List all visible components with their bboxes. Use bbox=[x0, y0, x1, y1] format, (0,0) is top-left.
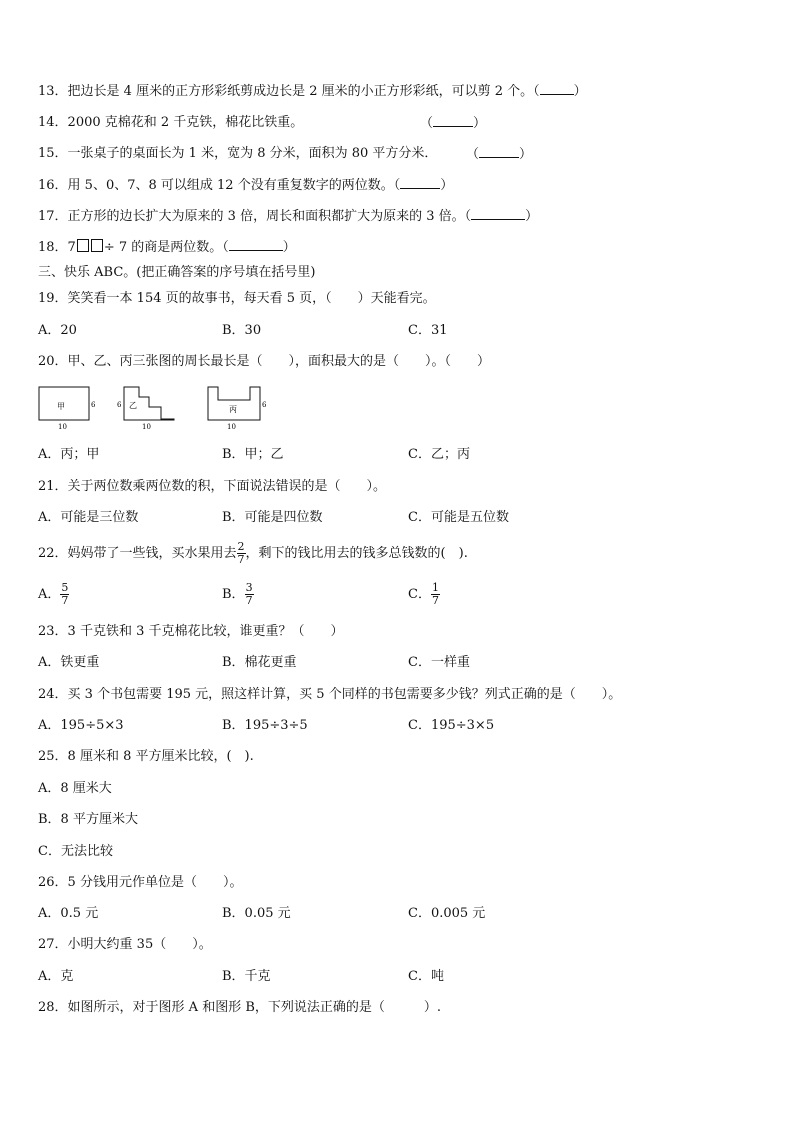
question-27-text: 27．小明大约重 35（ ）。 bbox=[38, 937, 212, 952]
option-27-b[interactable]: B．千克 bbox=[222, 969, 271, 984]
close-paren: ） bbox=[440, 178, 454, 193]
option-23-a[interactable]: A．铁更重 bbox=[38, 655, 100, 670]
question-22-suffix: ，剩下的钱比用去的钱多总钱数的( ). bbox=[245, 546, 468, 561]
fraction-two-sevenths: $\frac{2}{7}$ bbox=[237, 540, 245, 566]
figure-yi-side: 6 bbox=[117, 401, 122, 409]
question-22-text: 22．妈妈带了一些钱，买水果用去 bbox=[38, 546, 237, 561]
question-14-text: 14．2000 克棉花和 2 千克铁，棉花比铁重。 bbox=[38, 115, 304, 130]
option-19-c[interactable]: C．31 bbox=[408, 323, 448, 338]
option-25-a[interactable]: A．8 厘米大 bbox=[38, 781, 112, 796]
figure-bing-label: 丙 bbox=[229, 405, 237, 414]
figure-jia-side: 6 bbox=[91, 401, 96, 409]
option-27-a[interactable]: A．克 bbox=[38, 969, 74, 984]
question-16-text: 16．用 5、0、7、8 可以组成 12 个没有重复数字的两位数。（ bbox=[38, 178, 401, 193]
option-20-a[interactable]: A．丙；甲 bbox=[38, 447, 100, 462]
question-13 bbox=[38, 82, 587, 101]
answer-blank-14[interactable] bbox=[433, 114, 473, 127]
option-22-c[interactable]: C． $\frac{1}{7}$ bbox=[408, 581, 439, 607]
option-26-a[interactable]: A．0.5 元 bbox=[38, 906, 99, 921]
figure-yi-label: 乙 bbox=[129, 401, 137, 410]
question-19-text: 19．笑笑看一本 154 页的故事书，每天看 5 页，（ ）天能看完。 bbox=[38, 291, 436, 306]
option-25-b[interactable]: B．8 平方厘米大 bbox=[38, 812, 138, 827]
question-23-text: 23．3 千克铁和 3 千克棉花比较，谁更重？（ ） bbox=[38, 624, 344, 639]
question-15-answer bbox=[466, 145, 532, 164]
option-21-a[interactable]: A．可能是三位数 bbox=[38, 510, 139, 525]
section-3-heading: 三、快乐 ABC。(把正确答案的序号填在括号里) bbox=[38, 265, 316, 280]
close-paren: ） bbox=[525, 209, 539, 224]
option-23-b[interactable]: B．棉花更重 bbox=[222, 655, 297, 670]
option-20-b[interactable]: B．甲；乙 bbox=[222, 447, 284, 462]
close-paren: ） bbox=[473, 116, 487, 131]
figure-jia-base: 10 bbox=[58, 423, 67, 431]
option-19-a[interactable]: A．20 bbox=[38, 323, 77, 338]
option-26-c[interactable]: C．0.005 元 bbox=[408, 906, 486, 921]
question-14 bbox=[38, 114, 303, 132]
question-15 bbox=[38, 145, 437, 163]
answer-blank-15[interactable] bbox=[479, 145, 519, 158]
question-17 bbox=[38, 207, 538, 226]
option-19-b[interactable]: B．30 bbox=[222, 323, 262, 338]
digit-box-2[interactable] bbox=[91, 239, 103, 252]
question-14-answer bbox=[420, 114, 486, 133]
option-21-c[interactable]: C．可能是五位数 bbox=[408, 510, 509, 525]
option-22-a[interactable]: A． $\frac{5}{7}$ bbox=[38, 581, 69, 607]
question-18-text: ÷ 7 的商是两位数。（ bbox=[103, 240, 229, 255]
question-16 bbox=[38, 176, 453, 195]
figure-bing-base: 10 bbox=[227, 423, 236, 431]
open-paren: （ bbox=[420, 116, 434, 131]
close-paren: ） bbox=[519, 147, 533, 162]
answer-blank-18[interactable] bbox=[229, 238, 283, 251]
question-20-text: 20．甲、乙、丙三张图的周长最长是（ ），面积最大的是（ ）。（ ） bbox=[38, 354, 491, 369]
digit-box-1[interactable] bbox=[77, 239, 89, 252]
question-24-text: 24．买 3 个书包需要 195 元，照这样计算，买 5 个同样的书包需要多少钱？列式正确的是（ ）。 bbox=[38, 687, 622, 702]
question-13-text: 13．把边长是 4 厘米的正方形彩纸剪成边长是 2 厘米的小正方形彩纸，可以剪 2 个。（ bbox=[38, 84, 540, 99]
close-paren: ） bbox=[573, 84, 587, 99]
question-26-text: 26．5 分钱用元作单位是（ ）。 bbox=[38, 875, 243, 890]
option-24-a[interactable]: A．195÷5×3 bbox=[38, 718, 124, 733]
figure-jia-label: 甲 bbox=[57, 402, 65, 411]
answer-blank-13[interactable] bbox=[540, 82, 574, 95]
option-20-c[interactable]: C．乙；丙 bbox=[408, 447, 470, 462]
question-18-number: 18． bbox=[38, 240, 68, 255]
question-15-text: 15．一张桌子的桌面长为 1 米，宽为 8 分米，面积为 80 平方分米． bbox=[38, 146, 438, 161]
option-21-b[interactable]: B．可能是四位数 bbox=[222, 510, 323, 525]
option-22-b[interactable]: B． $\frac{3}{7}$ bbox=[222, 581, 253, 607]
answer-blank-16[interactable] bbox=[400, 176, 440, 189]
question-21-text: 21．关于两位数乘两位数的积，下面说法错误的是（ ）。 bbox=[38, 479, 387, 494]
option-26-b[interactable]: B．0.05 元 bbox=[222, 906, 291, 921]
digit-seven: 7 bbox=[67, 240, 76, 255]
question-25-text: 25．8 厘米和 8 平方厘米比较，( ). bbox=[38, 749, 254, 764]
open-paren: （ bbox=[466, 147, 480, 162]
answer-blank-17[interactable] bbox=[471, 207, 525, 220]
figure-bing-side: 6 bbox=[262, 401, 267, 409]
question-28-text: 28．如图所示，对于图形 A 和图形 B，下列说法正确的是（ ）. bbox=[38, 1000, 442, 1015]
question-22 bbox=[38, 541, 468, 567]
close-paren: ） bbox=[282, 240, 296, 255]
option-23-c[interactable]: C．一样重 bbox=[408, 655, 470, 670]
option-27-c[interactable]: C．吨 bbox=[408, 969, 444, 984]
question-17-text: 17．正方形的边长扩大为原来的 3 倍，周长和面积都扩大为原来的 3 倍。（ bbox=[38, 209, 472, 224]
option-25-c[interactable]: C．无法比较 bbox=[38, 844, 113, 859]
shape-figures bbox=[36, 384, 276, 434]
figure-bing-notched bbox=[208, 387, 260, 420]
option-24-b[interactable]: B．195÷3÷5 bbox=[222, 718, 308, 733]
question-18 bbox=[38, 238, 296, 257]
figure-yi-base: 10 bbox=[142, 423, 151, 431]
option-24-c[interactable]: C．195÷3×5 bbox=[408, 718, 495, 733]
